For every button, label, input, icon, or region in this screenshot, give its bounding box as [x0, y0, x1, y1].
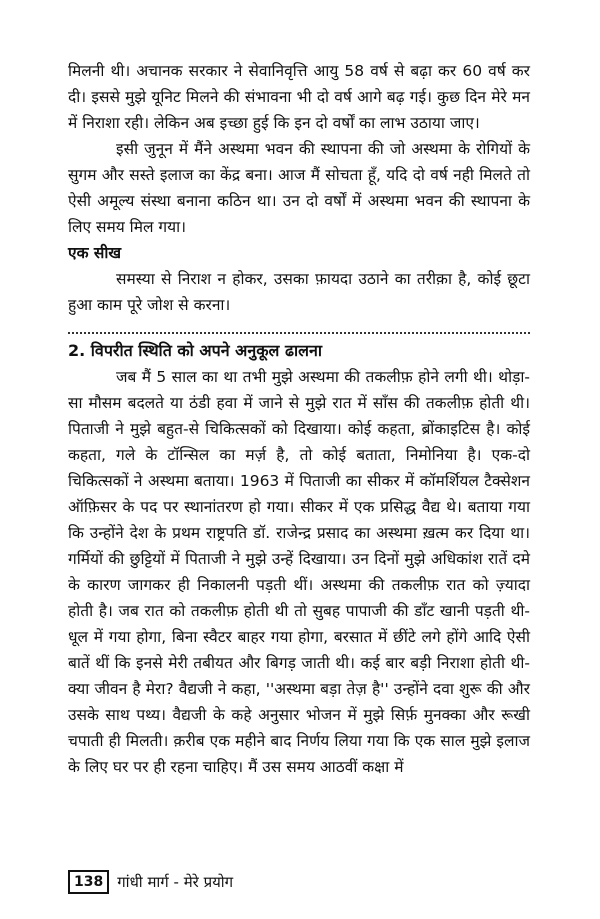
page-number: 138: [68, 870, 109, 894]
dotted-divider: [68, 332, 530, 334]
paragraph-childhood-asthma: जब मैं 5 साल का था तभी मुझे अस्थमा की तकलीफ़ होने लगी थी। थोड़ा- सा मौसम बदलते या ठंडी हवा में जाने से मुझे रात में साँस की तकलीफ़ होती थी। पिताजी ने मुझे बहुत-से चिकित्सकों को दिखाया। कोई कहता, ब्रोंकाइटिस है। कोई कहता, गले के टॉन्सिल का मर्ज़ है, तो कोई बताता, निमोनिया है। एक-दो चिकित्सकों ने अस्थमा बताया। 1963 में पिताजी का सीकर में कॉमर्शियल टैक्सेशन ऑफ़िसर के पद पर स्थानांतरण हो गया। सीकर में एक प्रसिद्ध वैद्य थे। बताया गया कि उन्होंने देश के प्रथम राष्ट्रपति डॉ. राजेन्द्र प्रसाद का अस्थमा ख़त्म कर दिया था। गर्मियों की छुट्टियों में पिताजी ने मुझे उन्हें दिखाया। उन दिनों मुझे अधिकांश रातें दमे के कारण जागकर ही निकालनी पड़ती थीं। अस्थमा की तकलीफ़ रात को ज़्यादा होती है। जब रात को तकलीफ़ होती थी तो सुबह पापाजी की डाँट खानी पड़ती थी-धूल में गया होगा, बिना स्वैटर बाहर गया होगा, बरसात में छींटे लगे होंगे आदि ऐसी बातें थीं कि इनसे मेरी तबीयत और बिगड़ जाती थी। कई बार बड़ी निराशा होती थी-क्या जीवन है मेरा? वैद्यजी ने कहा, ''अस्थमा बड़ा तेज़ है'' उन्होंने दवा शुरू की और उसके साथ पथ्य। वैद्यजी के कहे अनुसार भोजन में मुझे सिर्फ़ मुनक्का और रूखी चपाती ही मिलती। क़रीब एक महीने बाद निर्णय लिया गया कि एक साल मुझे इलाज के लिए घर पर ही रहना चाहिए। मैं उस समय आठवीं कक्षा में: [68, 368, 530, 776]
main-text-column: [68, 58, 530, 780]
lesson-heading: एक सीख: [68, 244, 122, 262]
page-footer: [68, 870, 233, 894]
book-title: गांधी मार्ग - मेरे प्रयोग: [117, 873, 234, 891]
lesson-text: समस्या से निराश न होकर, उसका फ़ायदा उठाने का तरीक़ा है, कोई छूटा हुआ काम पूरे जोश से करना।: [68, 270, 530, 314]
section-heading: 2. विपरीत स्थिति को अपने अनुकूल ढालना: [68, 341, 322, 360]
paragraph-asthma-bhavan: इसी जुनून में मैंने अस्थमा भवन की स्थापना की जो अस्थमा के रोगियों के सुगम और सस्ते इलाज का केंद्र बना। आज मैं सोचता हूँ, यदि दो वर्ष नही मिलते तो ऐसी अमूल्य संस्था बनाना कठिन था। उन दो वर्षों में अस्थमा भवन की स्थापना के लिए समय मिल गया।: [68, 140, 530, 236]
paragraph-continued: मिलनी थी। अचानक सरकार ने सेवानिवृत्ति आयु 58 वर्ष से बढ़ा कर 60 वर्ष कर दी। इससे मुझे यूनिट मिलने की संभावना भी दो वर्ष आगे बढ़ गई। कुछ दिन मेरे मन में निराशा रही। लेकिन अब इच्छा हुई कि इन दो वर्षों का लाभ उठाया जाए।: [68, 62, 530, 132]
